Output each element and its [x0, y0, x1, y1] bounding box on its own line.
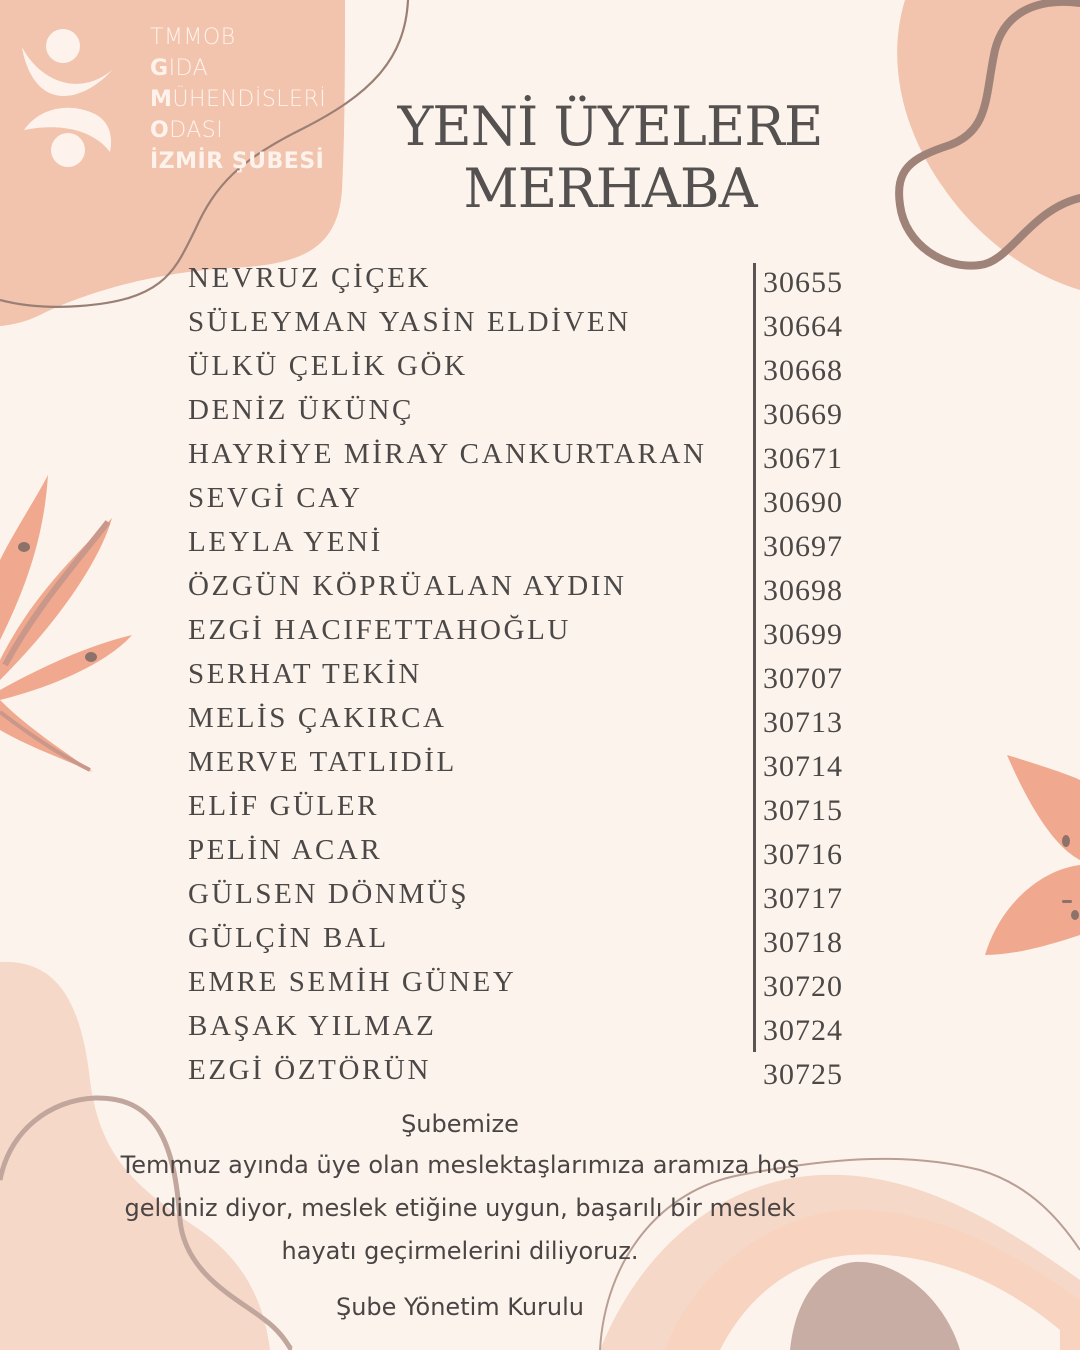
- organization-name: [150, 22, 326, 177]
- member-row: [188, 832, 888, 876]
- member-name: EZGİ ÖZTÖRÜN: [188, 1054, 432, 1086]
- member-name: EMRE SEMİH GÜNEY: [188, 966, 517, 998]
- title-line-2: MERHABA: [463, 157, 757, 220]
- member-name: MERVE TATLIDİL: [188, 746, 457, 778]
- member-number: 30716: [763, 838, 843, 871]
- member-name: SÜLEYMAN YASİN ELDİVEN: [188, 306, 631, 338]
- member-name: EZGİ HACIFETTAHOĞLU: [188, 614, 571, 646]
- member-row: [188, 744, 888, 788]
- member-number: 30714: [763, 750, 843, 783]
- member-number: 30725: [763, 1058, 843, 1091]
- signature: Şube Yönetim Kurulu: [335, 1293, 584, 1321]
- member-name: ELİF GÜLER: [188, 790, 380, 822]
- page-title: [360, 96, 860, 220]
- member-name: PELİN ACAR: [188, 834, 383, 866]
- member-number: 30713: [763, 706, 843, 739]
- member-row: [188, 436, 888, 480]
- member-row: [188, 568, 888, 612]
- member-row: [188, 876, 888, 920]
- member-row: [188, 348, 888, 392]
- member-name: SEVGİ CAY: [188, 482, 363, 514]
- member-number: 30718: [763, 926, 843, 959]
- member-row: [188, 656, 888, 700]
- message-line-1: Temmuz ayında üye olan meslektaşlarımıza aramıza hoş: [120, 1151, 800, 1179]
- member-name: NEVRUZ ÇİÇEK: [188, 262, 432, 294]
- member-number: 30655: [763, 266, 843, 299]
- member-row: [188, 524, 888, 568]
- member-name: GÜLSEN DÖNMÜŞ: [188, 878, 470, 910]
- organization-logo: [20, 22, 340, 182]
- member-number: 30697: [763, 530, 843, 563]
- member-name: GÜLÇİN BAL: [188, 922, 389, 954]
- member-name: BAŞAK YILMAZ: [188, 1010, 437, 1042]
- right-leaf-decoration: [985, 755, 1080, 955]
- member-row: [188, 920, 888, 964]
- member-name: LEYLA YENİ: [188, 526, 383, 558]
- member-row: [188, 480, 888, 524]
- member-number: 30715: [763, 794, 843, 827]
- member-name: MELİS ÇAKIRCA: [188, 702, 447, 734]
- logo-line-izmir-subesi: İZMİR ŞUBESİ: [150, 149, 325, 174]
- logo-line-muhendisleri: MÜHENDİSLERİ: [150, 87, 327, 112]
- member-row: [188, 964, 888, 1008]
- member-name: HAYRİYE MİRAY CANKURTARAN: [188, 438, 707, 470]
- member-row: [188, 788, 888, 832]
- logo-line-odasi: ODASI: [150, 118, 224, 143]
- message-line-3: hayatı geçirmelerini diliyoruz.: [281, 1237, 639, 1265]
- member-number: 30699: [763, 618, 843, 651]
- member-number: 30720: [763, 970, 843, 1003]
- logo-line-gida: GIDA: [150, 56, 209, 81]
- left-leaf-decoration: [0, 475, 132, 772]
- member-number: 30690: [763, 486, 843, 519]
- message-heading: Şubemize: [401, 1110, 519, 1138]
- member-number: 30724: [763, 1014, 843, 1047]
- member-number: 30707: [763, 662, 843, 695]
- member-row: [188, 304, 888, 348]
- member-number: 30664: [763, 310, 843, 343]
- member-name: ÜLKÜ ÇELİK GÖK: [188, 350, 468, 382]
- member-row: [188, 260, 888, 304]
- member-number: 30671: [763, 442, 843, 475]
- member-number: 30668: [763, 354, 843, 387]
- member-row: [188, 612, 888, 656]
- logo-line-tmmob: TMMOB: [150, 25, 236, 50]
- member-row: [188, 1052, 888, 1096]
- member-name: SERHAT TEKİN: [188, 658, 422, 690]
- title-line-1: YENİ ÜYELERE: [397, 95, 823, 158]
- member-number: 30717: [763, 882, 843, 915]
- member-name: DENİZ ÜKÜNÇ: [188, 394, 414, 426]
- member-name: ÖZGÜN KÖPRÜALAN AYDIN: [188, 570, 627, 602]
- gida-logo-mark-icon: [20, 22, 120, 172]
- message-line-2: geldiniz diyor, meslek etiğine uygun, başarılı bir meslek: [124, 1194, 796, 1222]
- new-member-list: [188, 260, 888, 1096]
- member-row: [188, 700, 888, 744]
- member-number: 30669: [763, 398, 843, 431]
- welcome-message: [60, 1104, 860, 1325]
- member-row: [188, 392, 888, 436]
- member-number: 30698: [763, 574, 843, 607]
- member-row: [188, 1008, 888, 1052]
